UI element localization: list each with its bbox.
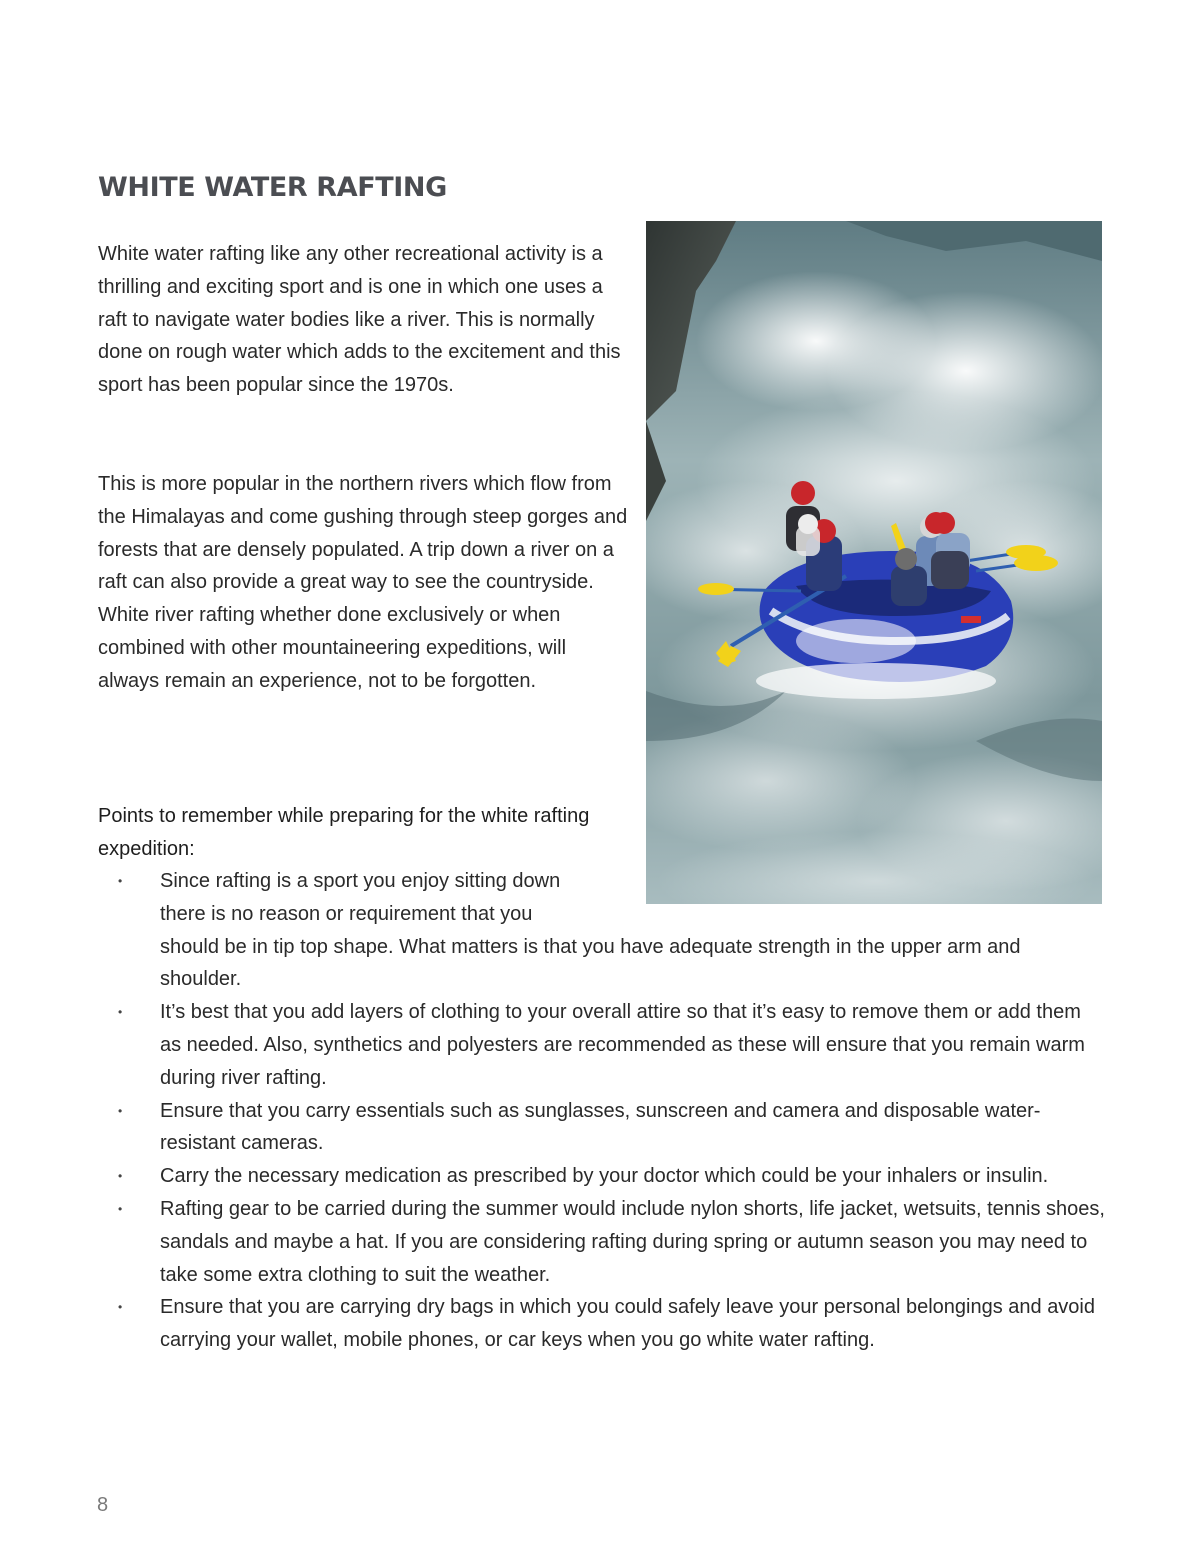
intro-paragraph-2: This is more popular in the northern rivers which flow from the Himalayas and come gushing through steep gorges and forests that are densely populated. A trip down a river on a raft can also provide a great way to see the countryside. White river rafting whether done exclusively or when combined with other mountaineering expeditions, will always remain an experience, not to be forgotten. — [98, 473, 628, 692]
bullet-icon: • — [118, 1201, 123, 1216]
bullet-icon: • — [118, 874, 123, 888]
list-item-text: Since rafting is a sport you enjoy sitting down there is no reason or requirement that you — [160, 870, 561, 925]
page-number: 8 — [97, 1494, 109, 1516]
bullet-icon: • — [118, 1005, 123, 1020]
list-item-text: It’s best that you add layers of clothing to your overall attire so that it’s easy to remove them or add them as needed. Also, synthetics and polyesters are recommended as these will ensure that you remain warm during river rafting. — [160, 1001, 1085, 1089]
bullet-icon: • — [118, 1169, 123, 1184]
list-item-text: Rafting gear to be carried during the summer would include nylon shorts, life jacket, wetsuits, tennis shoes, sandals and maybe a hat. If you are considering rafting during spring or autumn season you may need to take some extra clothing to suit the weather. — [160, 1197, 1105, 1286]
list-item — [118, 1193, 1105, 1291]
list-item-text: Ensure that you carry essentials such as sunglasses, sunscreen and camera and disposable water-resistant cameras. — [160, 1099, 1041, 1155]
rafting-photo — [646, 221, 1102, 904]
list-item — [118, 865, 1021, 996]
list-item — [118, 996, 1105, 1094]
page-title: WHITE WATER RAFTING — [98, 172, 447, 203]
list-item-text: Carry the necessary medication as prescribed by your doctor which could be your inhalers or insulin. — [160, 1165, 1049, 1188]
bullet-icon: • — [118, 1103, 123, 1118]
intro-paragraph-1: White water rafting like any other recreational activity is a thrilling and exciting sport and is one in which one uses a raft to navigate water bodies like a river. This is normally done on rough water which adds to the excitement and this sport has been popular since the 1970s. — [98, 243, 621, 397]
list-item — [118, 1160, 1105, 1193]
list-item-text: Ensure that you are carrying dry bags in which you could safely leave your personal belongings and avoid carrying your wallet, mobile phones, or car keys when you go white water rafting. — [160, 1296, 1095, 1352]
points-heading: Points to remember while preparing for the white rafting expedition: — [98, 805, 590, 860]
points-list — [0, 865, 1105, 1357]
bullet-icon: • — [118, 1300, 123, 1315]
list-item-text-continued: should be in tip top shape. What matters is that you have adequate strength in the upper arm and shoulder. — [160, 935, 1021, 991]
list-item — [118, 1291, 1105, 1357]
list-item — [118, 1095, 1105, 1161]
